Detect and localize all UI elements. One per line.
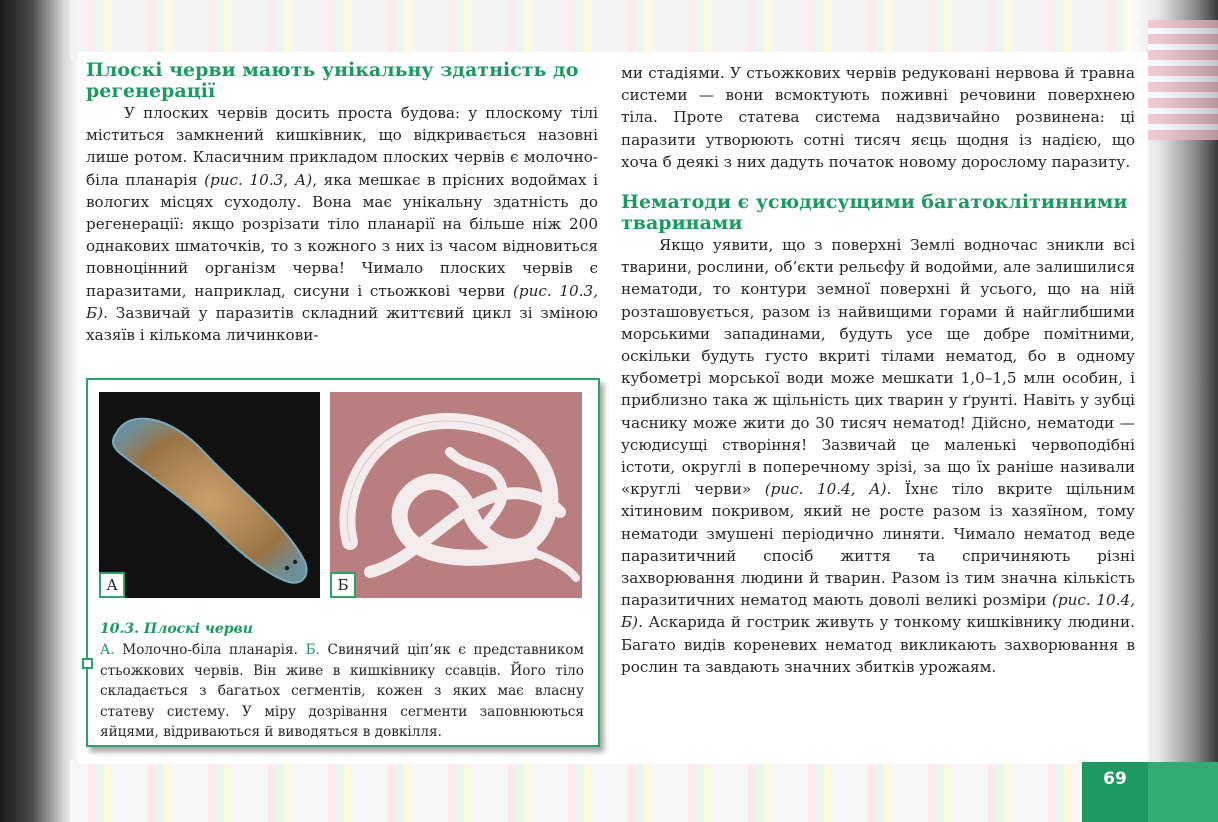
paragraph-nematodes: Якщо уявити, що з поверхні Землі водночас зникли всі тварини, рослини, об’єкти рельєфу й водойми, але залишилися нематоди, то контури земної поверхні й усього, що на ній розташовується, разом із найвищими горами й найглибшими морськими западинами, будуть усе ще добре помітними, оскільки будуть густо вкриті тілами нематод, бо в одному кубометрі морської води може мешкати 1,0–1,5 млн особин, і приблизно така ж щільність цих тварин у ґрунті. Навіть у зубці часнику може жити до 30 тисяч нематод! Дійсно, нематоди — усюдисущі створіння! Зазвичай це маленькі червоподібні істоти, округлі в поперечному зрізі, за що їх раніше називали «круглі черви» (рис. 10.4, А). Їхнє тіло вкрите щільним хітиновим покривом, який не росте разом із хазяїном, тому нематоди змушені періодично линяти. Чимало нематод веде паразитичний спосіб життя та спричиняють різні захворювання людини й тварин. Разом із тим значна кількість паразитичних нематод мають доволі великі розміри (рис. 10.4, Б). Аскарида й гострик живуть у тонкому кишківнику людини. Багато видів кореневих нематод викликають захворювання в рослин та завдають значних збитків урожаям. [621, 236, 1136, 676]
tapeworm-photo [330, 392, 582, 598]
left-column [86, 60, 598, 346]
left-page-edge [0, 0, 80, 822]
page-number-bar [1148, 762, 1218, 822]
planaria-photo [99, 392, 320, 598]
decorative-stripes-right [1148, 20, 1218, 140]
figure-reference: (рис. 10.3, Б) [86, 281, 599, 322]
right-column [621, 62, 1135, 678]
paragraph-continuation: ми стадіями. У стьожкових червів редуковані нервова й травна системи — вони всмоктують поживні речовини поверхнею тіла. Проте статева система надзвичайно розвинена: ці паразити утворюють сотні тисяч яєць щодня із надією, що хоча б деякі з них дадуть початок новому дорослому паразиту. [621, 64, 1135, 171]
figure-10-3 [86, 378, 600, 747]
decorative-stripes-bottom [70, 760, 1080, 822]
planaria-illustration [99, 392, 320, 598]
section-heading-regeneration: Плоскі черви мають унікальну здатність до регенерації [86, 59, 579, 102]
figure-marker [82, 658, 93, 669]
tapeworm-illustration [330, 392, 582, 598]
page-number: 69 [1082, 762, 1148, 822]
figure-caption-title: 10.3. Плоскі черви [100, 621, 253, 637]
section-heading-nematodes: Нематоди є усюдисущими багатоклітинними тваринами [621, 191, 1128, 235]
figure-reference: (рис. 10.4, А) [764, 480, 887, 499]
photo-label-b: Б [330, 572, 356, 598]
decorative-stripes-top [70, 0, 1218, 60]
paragraph-flatworms: У плоских червів досить проста будова: у плоскому тілі міститься замкнений кишківник, що відкривається назовні лише ротом. Класичним прикладом плоских червів є молочно-біла планарія (рис. 10.3, А), яка мешкає в прісних водоймах і вологих місцях суходолу. Вона має унікальну здатність до регенерації: якщо розрізати тіло планарії на більше ніж 200 однакових шматочків, то з кожного з них із часом відновиться повноцінний організм черва! Чимало плоских червів є паразитами, наприклад, сисуни і стьожкові черви (рис. 10.3, Б). Зазвичай у паразитів складний життєвий цикл зі зміною хазяїв і кількома личинкови- [86, 104, 599, 345]
figure-caption-text: А. Молочно-біла планарія. Б. Свинячий ціп’як є представником стьожкових червів. Він живе в кишківнику ссавців. Його тіло складається з багатьох сегментів, кожен з яких має власну статеву систему. У міру дозрівання сегменти заповнюються яйцями, відриваються й виводяться в довкілля. [100, 642, 584, 741]
figure-reference: (рис. 10.4, Б) [621, 591, 1136, 632]
figure-reference: (рис. 10.3, А) [204, 170, 313, 189]
photo-label-a: А [99, 572, 125, 598]
